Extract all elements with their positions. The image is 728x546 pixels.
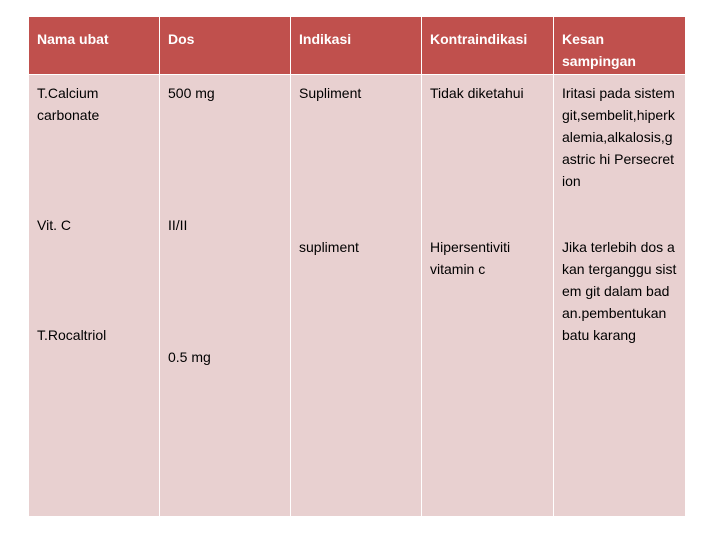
contraindication-vitc: Hipersentiviti vitamin c	[430, 239, 511, 277]
side-effects-cell	[554, 75, 686, 517]
medication-table	[28, 16, 686, 517]
contraindication-cell	[422, 75, 554, 517]
side-effects-calcium: Iritasi pada sistem git,sembelit,hiperkalemia,alkalosis,gastric hi Persecretion	[562, 85, 675, 189]
header-dose: Dos	[160, 17, 291, 75]
header-row	[29, 17, 686, 75]
header-side-effects: Kesan sampingan	[554, 17, 686, 75]
side-effects-vitc: Jika terlebih dos akan terganggu sistem git dalam badan.pembentukan batu karang	[562, 239, 677, 343]
header-contraindication: Kontraindikasi	[422, 17, 554, 75]
table-row	[29, 75, 686, 517]
indication-cell	[291, 75, 422, 517]
dose-cell	[160, 75, 291, 517]
contraindication-calcium: Tidak diketahui	[430, 85, 524, 101]
drug-name-vitc: Vit. C	[37, 217, 71, 233]
header-drug-name: Nama ubat	[29, 17, 160, 75]
dose-calcium: 500 mg	[168, 85, 215, 101]
drug-name-cell	[29, 75, 160, 517]
dose-vitc: II/II	[168, 217, 188, 233]
drug-name-rocaltriol: T.Rocaltriol	[37, 327, 107, 343]
dose-rocaltriol: 0.5 mg	[168, 349, 211, 365]
indication-calcium: Supliment	[299, 85, 362, 101]
indication-vitc: supliment	[299, 239, 359, 255]
drug-name-calcium: T.Calcium carbonate	[37, 85, 100, 123]
header-indication: Indikasi	[291, 17, 422, 75]
